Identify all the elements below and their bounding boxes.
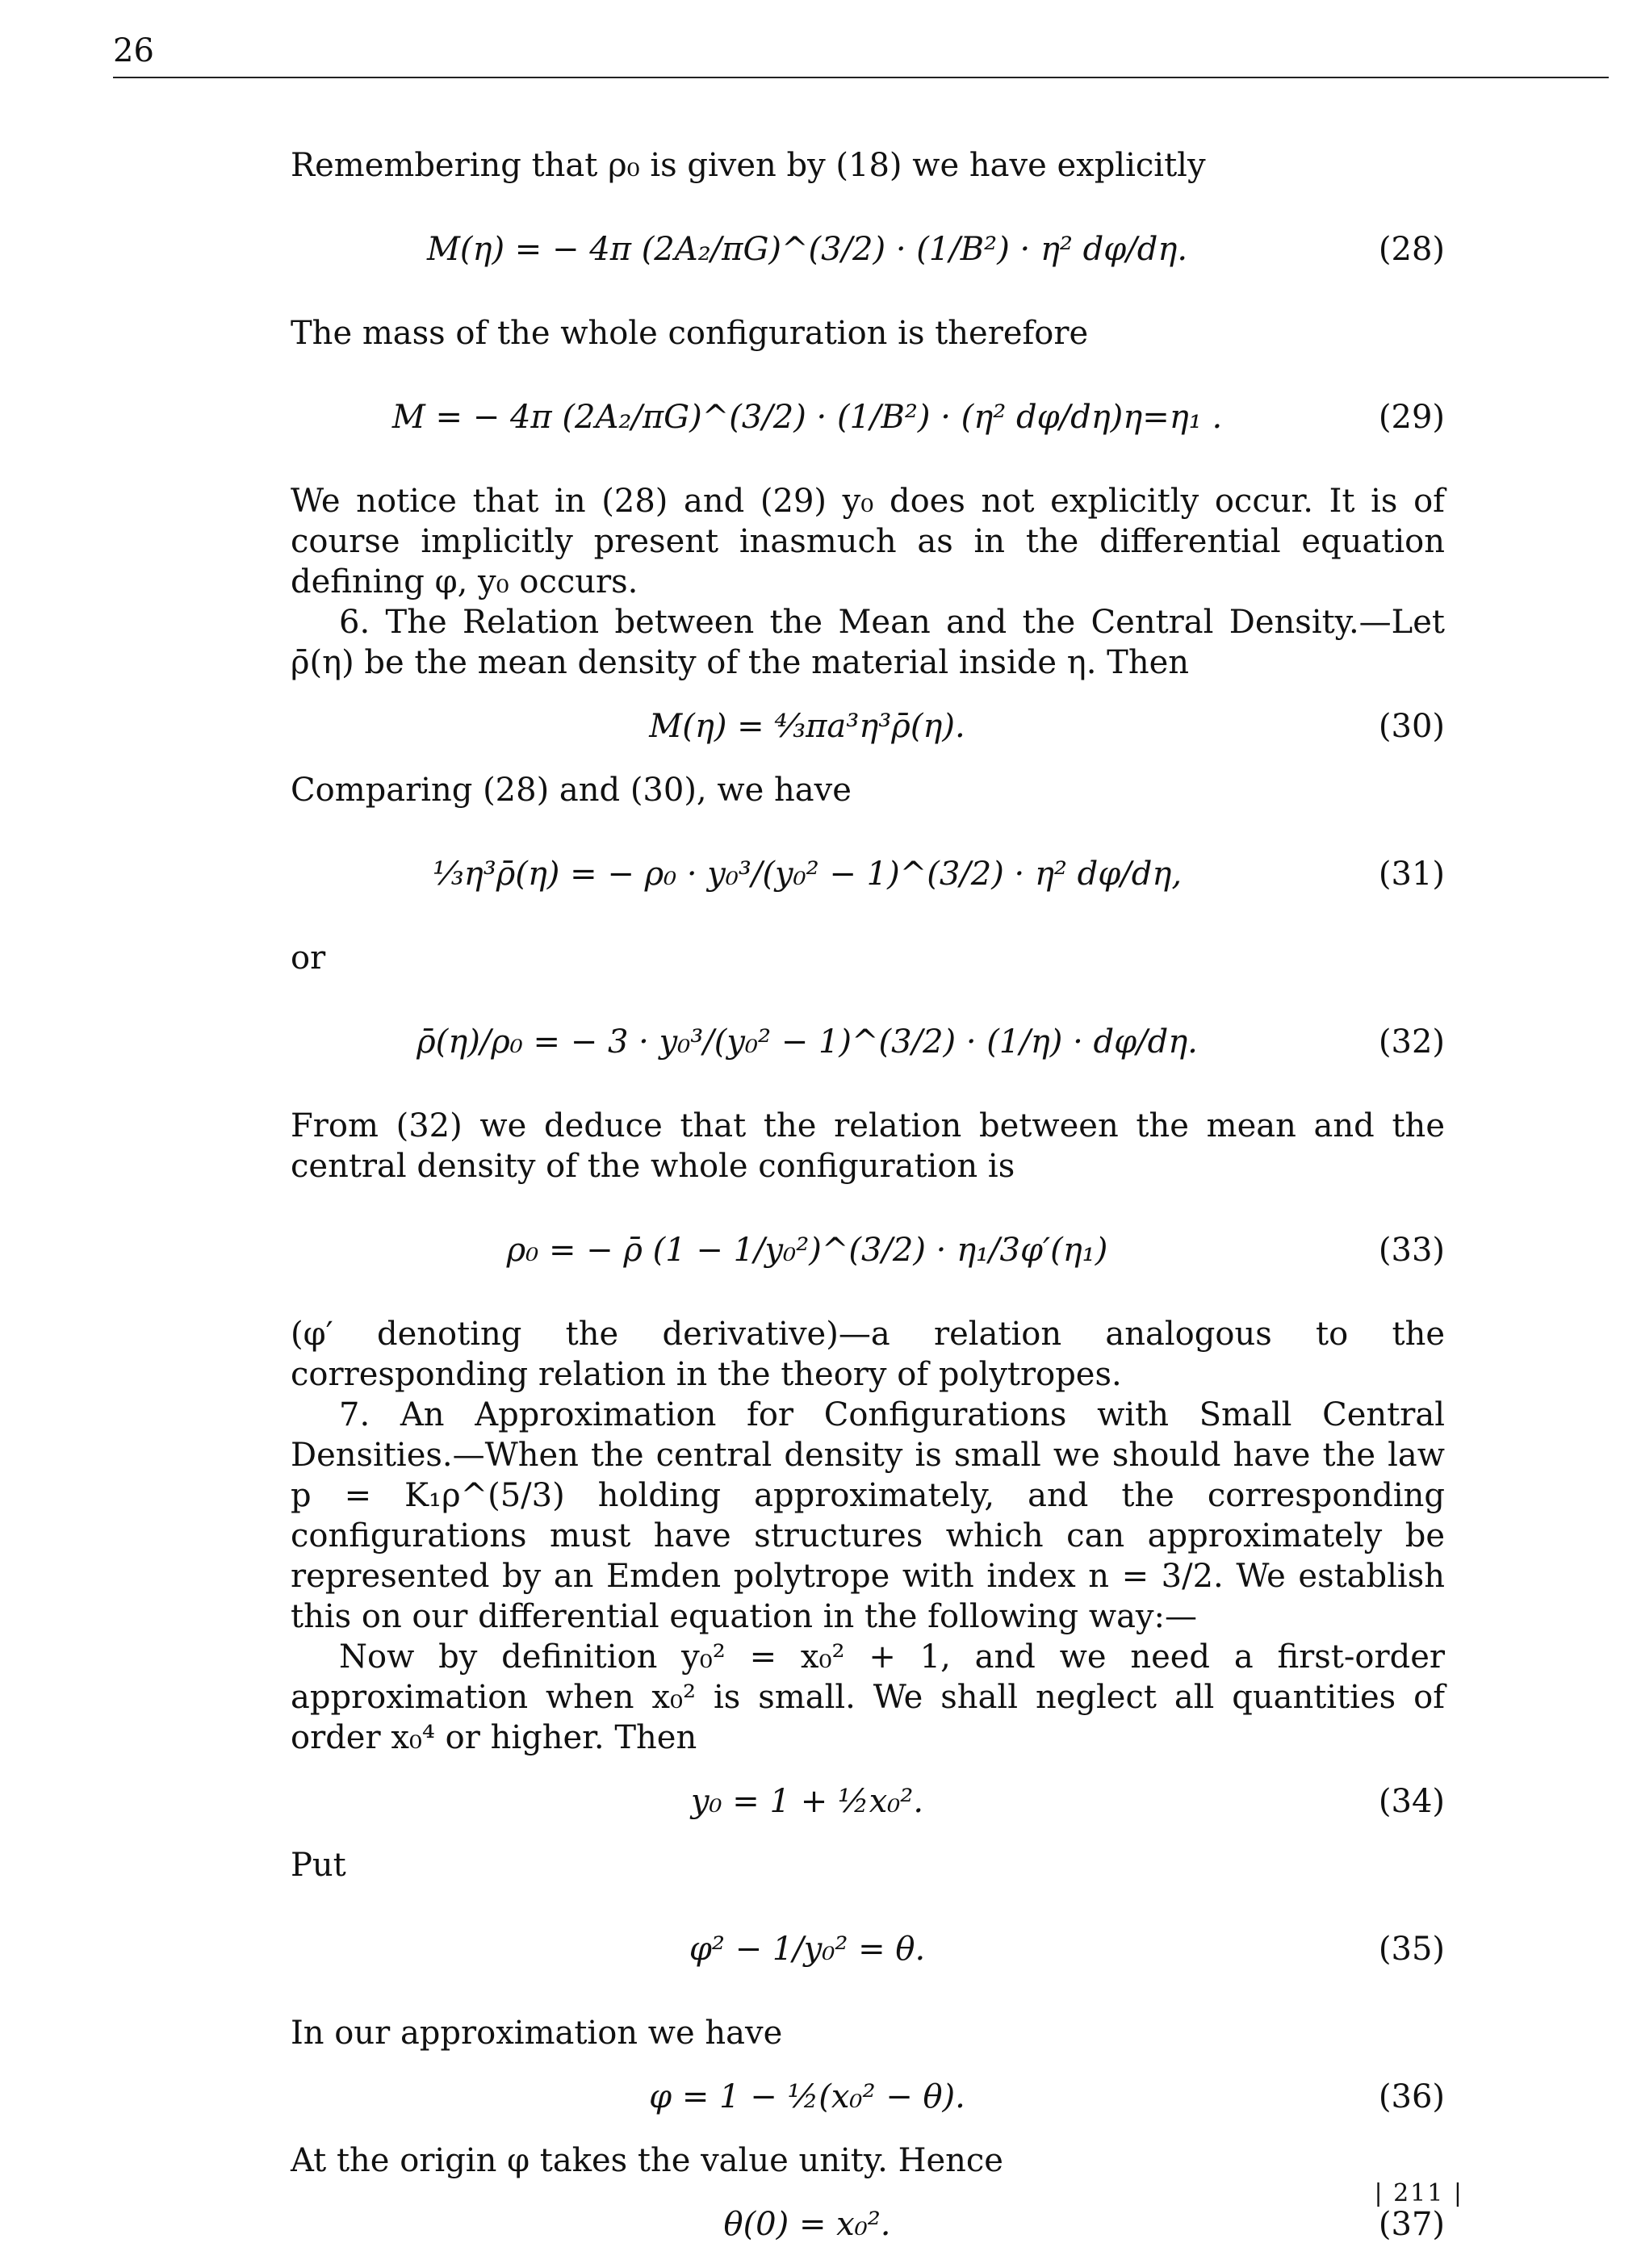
equation xyxy=(291,694,1445,759)
equation xyxy=(291,2065,1445,2129)
plate-number: | 211 | xyxy=(1374,2179,1463,2207)
equation xyxy=(291,822,1445,927)
equation-number: (31) xyxy=(1378,856,1445,893)
equation-number: (37) xyxy=(1378,2206,1445,2243)
header-rule xyxy=(113,77,1609,78)
equation-expression: φ² − 1/y₀² = θ. xyxy=(689,1931,926,1968)
equation-expression: φ = 1 − ½(x₀² − θ). xyxy=(649,2078,965,2115)
equation-expression: θ(0) = x₀². xyxy=(723,2206,891,2243)
equation xyxy=(291,365,1445,470)
equation-number: (33) xyxy=(1378,1232,1445,1269)
paragraph: From (32) we deduce that the relation between the mean and the central density of the whole configuration is xyxy=(291,1107,1445,1185)
equation-number: (30) xyxy=(1378,708,1445,745)
equation xyxy=(291,2192,1445,2257)
equation-expression: ⅓η³ρ̄(η) = − ρ₀ · y₀³/(y₀² − 1)^(3/2) · η² dφ/dη, xyxy=(432,856,1183,893)
equation-number: (36) xyxy=(1378,2078,1445,2115)
page-body xyxy=(291,145,1445,2268)
equation-expression: ρ₀ = − ρ̄ (1 − 1/y₀²)^(3/2) · η₁/3φ′(η₁) xyxy=(506,1232,1108,1269)
paragraph: We notice that in (28) and (29) y₀ does not explicitly occur. It is of course implicitly present inasmuch as in the differential equation defining φ, y₀ occurs. xyxy=(291,483,1445,600)
paragraph: Remembering that ρ₀ is given by (18) we have explicitly xyxy=(291,147,1206,184)
paragraph: (φ′ denoting the derivative)—a relation analogous to the corresponding relation in the theory of polytropes. xyxy=(291,1316,1445,1393)
equation xyxy=(291,990,1445,1094)
paragraph: The mass of the whole configuration is therefore xyxy=(291,315,1089,352)
equation-number: (29) xyxy=(1378,399,1445,436)
equation-expression: M = − 4π (2A₂/πG)^(3/2) · (1/B²) · (η² dφ/dη)η=η₁ . xyxy=(391,399,1223,436)
equation-expression: ρ̄(η)/ρ₀ = − 3 · y₀³/(y₀² − 1)^(3/2) · (1/η) · dφ/dη. xyxy=(417,1023,1198,1061)
page-number: 26 xyxy=(113,32,154,69)
equation xyxy=(291,1769,1445,1834)
paragraph: At the origin φ takes the value unity. Hence xyxy=(291,2142,1003,2179)
equation-number: (28) xyxy=(1378,231,1445,268)
paragraph: 6. The Relation between the Mean and the Central Density.—Let ρ̄(η) be the mean density of the material inside η. Then xyxy=(291,604,1445,681)
equation xyxy=(291,197,1445,302)
equation-expression: M(η) = − 4π (2A₂/πG)^(3/2) · (1/B²) · η² dφ/dη. xyxy=(426,231,1188,268)
paragraph: or xyxy=(291,939,326,977)
equation xyxy=(291,1897,1445,2002)
equation-expression: y₀ = 1 + ½x₀². xyxy=(690,1783,924,1820)
equation-number: (35) xyxy=(1378,1931,1445,1968)
equation-expression: M(η) = ⁴⁄₃πa³η³ρ̄(η). xyxy=(649,708,965,745)
paragraph: Now by definition y₀² = x₀² + 1, and we need a first-order approximation when x₀² is small. We shall neglect all quantities of order x₀⁴ or higher. Then xyxy=(291,1638,1445,1756)
paragraph: In our approximation we have xyxy=(291,2015,783,2052)
equation-number: (34) xyxy=(1378,1783,1445,1820)
equation xyxy=(291,1198,1445,1303)
paragraph: 7. An Approximation for Configurations with Small Central Densities.—When the central density is small we should have the law p = K₁ρ^(5/3) holding approximately, and the corresponding configurations must have structures which can approximately be represented by an Emden polytrope with index n = 3/2. We establish this on our differential equation in the following way:— xyxy=(291,1396,1445,1635)
paragraph: Comparing (28) and (30), we have xyxy=(291,772,852,809)
paragraph: Put xyxy=(291,1847,346,1884)
equation-number: (32) xyxy=(1378,1023,1445,1061)
